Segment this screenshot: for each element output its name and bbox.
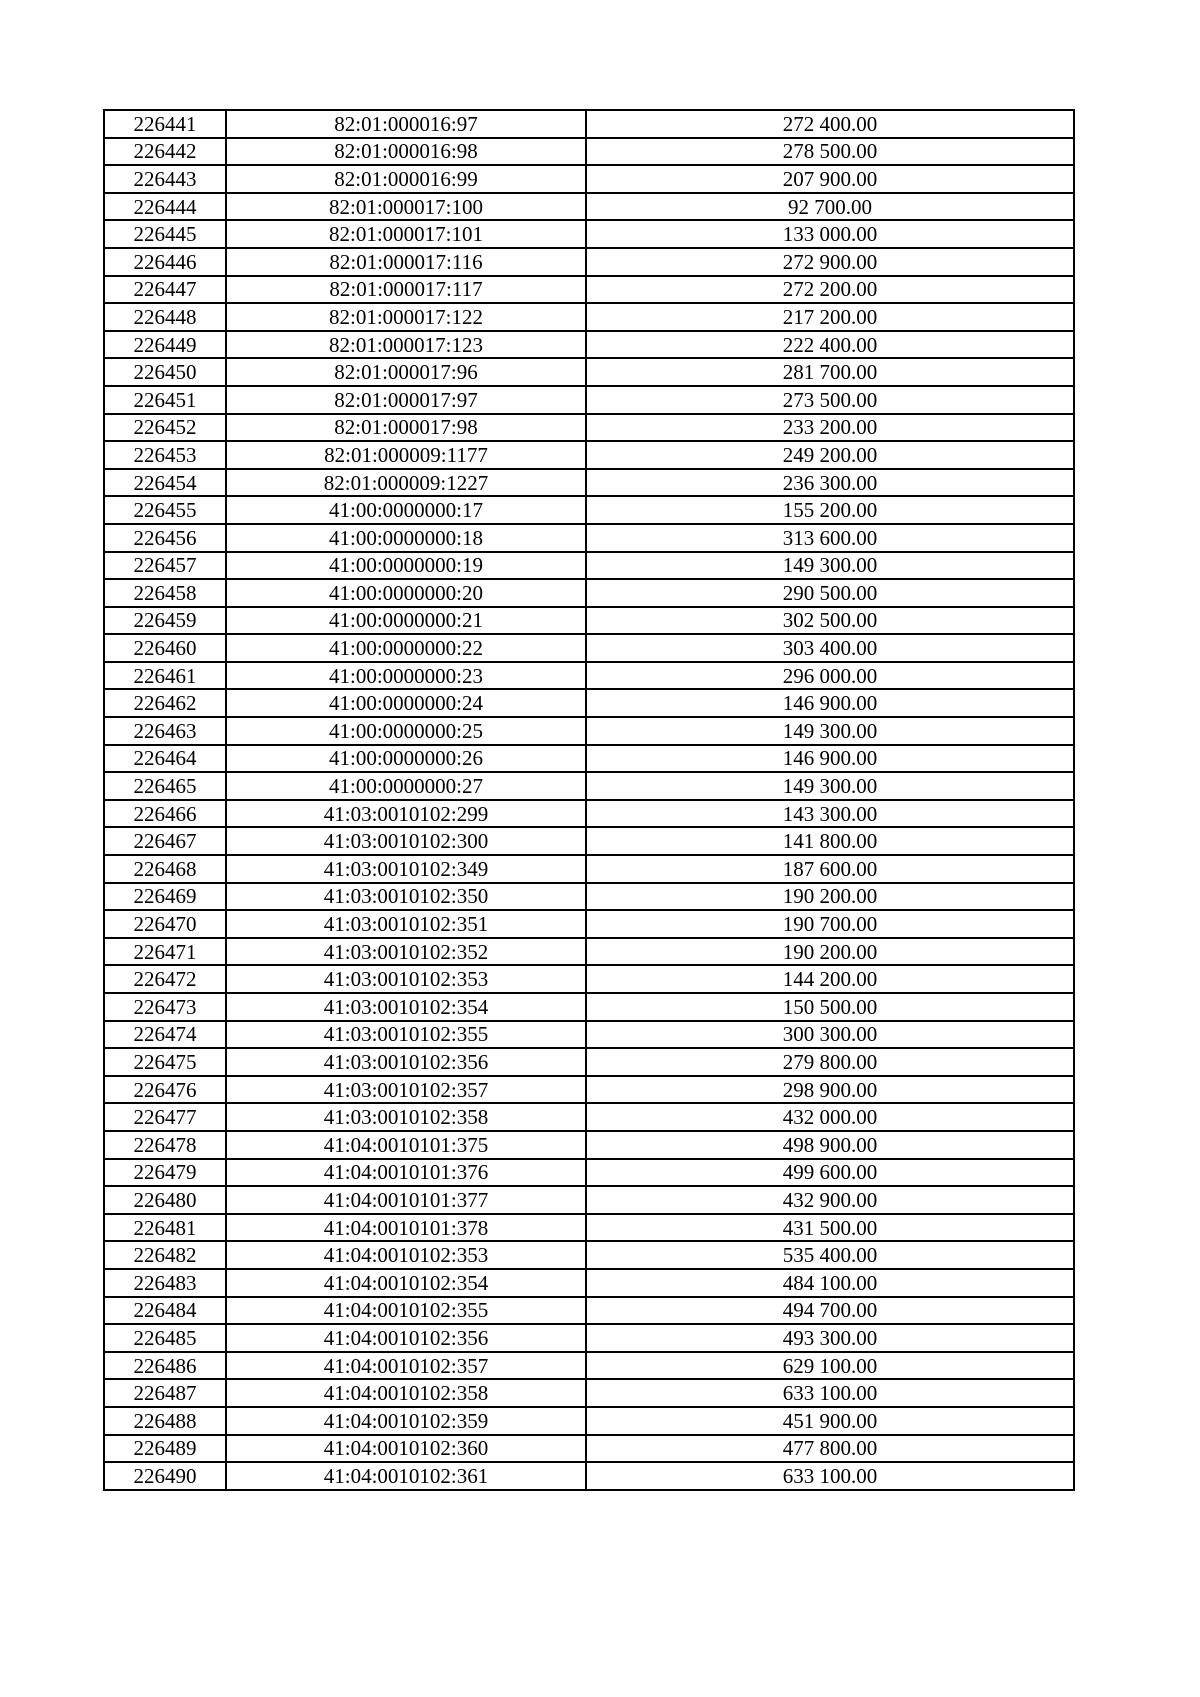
table-row [104,441,1074,469]
cadastral-value-cell: 451 900.00 [586,1407,1074,1435]
cadastral-value-cell: 290 500.00 [586,579,1074,607]
cadastral-value-cell: 273 500.00 [586,386,1074,414]
cadastral-number-cell: 41:04:0010102:355 [226,1297,586,1325]
table-row [104,662,1074,690]
table-row [104,855,1074,883]
table-row [104,552,1074,580]
row-number-cell: 226485 [104,1324,226,1352]
cadastral-number-cell: 41:00:0000000:18 [226,524,586,552]
cadastral-number-cell: 82:01:000016:97 [226,110,586,138]
row-number-cell: 226460 [104,634,226,662]
table-row [104,1435,1074,1463]
cadastral-number-cell: 41:03:0010102:358 [226,1103,586,1131]
cadastral-number-cell: 41:00:0000000:27 [226,772,586,800]
cadastral-value-cell: 498 900.00 [586,1131,1074,1159]
cadastral-value-cell: 207 900.00 [586,165,1074,193]
cadastral-value-cell: 298 900.00 [586,1076,1074,1104]
cadastral-value-cell: 236 300.00 [586,469,1074,497]
table-row [104,910,1074,938]
table-row [104,1214,1074,1242]
table-row [104,607,1074,635]
row-number-cell: 226458 [104,579,226,607]
cadastral-number-cell: 82:01:000017:97 [226,386,586,414]
row-number-cell: 226459 [104,607,226,635]
row-number-cell: 226464 [104,745,226,773]
table-row [104,1379,1074,1407]
cadastral-value-cell: 303 400.00 [586,634,1074,662]
cadastral-value-cell: 92 700.00 [586,193,1074,221]
cadastral-number-cell: 41:04:0010102:354 [226,1269,586,1297]
row-number-cell: 226449 [104,331,226,359]
cadastral-value-cell: 143 300.00 [586,800,1074,828]
cadastral-value-cell: 272 200.00 [586,276,1074,304]
cadastral-value-cell: 187 600.00 [586,855,1074,883]
row-number-cell: 226456 [104,524,226,552]
cadastral-number-cell: 41:00:0000000:19 [226,552,586,580]
cadastral-value-cell: 149 300.00 [586,717,1074,745]
table-row [104,1103,1074,1131]
table-row [104,414,1074,442]
row-number-cell: 226457 [104,552,226,580]
table-row [104,1407,1074,1435]
cadastral-value-cell: 296 000.00 [586,662,1074,690]
cadastral-value-cell: 313 600.00 [586,524,1074,552]
cadastral-value-table [103,109,1075,1491]
table-row [104,883,1074,911]
cadastral-value-cell: 146 900.00 [586,745,1074,773]
cadastral-number-cell: 41:04:0010102:353 [226,1241,586,1269]
cadastral-value-cell: 431 500.00 [586,1214,1074,1242]
cadastral-number-cell: 41:00:0000000:17 [226,496,586,524]
table-row [104,469,1074,497]
row-number-cell: 226453 [104,441,226,469]
cadastral-value-cell: 146 900.00 [586,689,1074,717]
cadastral-number-cell: 41:04:0010102:358 [226,1379,586,1407]
table-body [104,110,1074,1490]
row-number-cell: 226467 [104,827,226,855]
row-number-cell: 226466 [104,800,226,828]
cadastral-number-cell: 41:00:0000000:26 [226,745,586,773]
row-number-cell: 226475 [104,1048,226,1076]
cadastral-value-cell: 190 200.00 [586,883,1074,911]
cadastral-value-cell: 633 100.00 [586,1379,1074,1407]
cadastral-value-cell: 155 200.00 [586,496,1074,524]
cadastral-number-cell: 41:04:0010102:361 [226,1462,586,1490]
table-row [104,965,1074,993]
table-row [104,1021,1074,1049]
cadastral-value-cell: 272 900.00 [586,248,1074,276]
cadastral-value-cell: 629 100.00 [586,1352,1074,1380]
row-number-cell: 226451 [104,386,226,414]
table-row [104,1131,1074,1159]
cadastral-value-cell: 190 200.00 [586,938,1074,966]
cadastral-number-cell: 82:01:000016:99 [226,165,586,193]
cadastral-number-cell: 82:01:000017:101 [226,220,586,248]
row-number-cell: 226478 [104,1131,226,1159]
cadastral-value-cell: 279 800.00 [586,1048,1074,1076]
row-number-cell: 226468 [104,855,226,883]
table-row [104,386,1074,414]
row-number-cell: 226471 [104,938,226,966]
cadastral-value-cell: 144 200.00 [586,965,1074,993]
row-number-cell: 226447 [104,276,226,304]
cadastral-value-cell: 432 900.00 [586,1186,1074,1214]
table-row [104,358,1074,386]
cadastral-number-cell: 82:01:000017:123 [226,331,586,359]
cadastral-number-cell: 82:01:000017:98 [226,414,586,442]
row-number-cell: 226465 [104,772,226,800]
row-number-cell: 226477 [104,1103,226,1131]
row-number-cell: 226461 [104,662,226,690]
table-row [104,220,1074,248]
row-number-cell: 226462 [104,689,226,717]
cadastral-value-cell: 499 600.00 [586,1159,1074,1187]
row-number-cell: 226454 [104,469,226,497]
table-row [104,689,1074,717]
table-row [104,138,1074,166]
cadastral-value-cell: 633 100.00 [586,1462,1074,1490]
cadastral-value-cell: 432 000.00 [586,1103,1074,1131]
cadastral-value-cell: 272 400.00 [586,110,1074,138]
cadastral-value-cell: 249 200.00 [586,441,1074,469]
cadastral-value-cell: 302 500.00 [586,607,1074,635]
cadastral-number-cell: 41:03:0010102:356 [226,1048,586,1076]
cadastral-number-cell: 41:00:0000000:22 [226,634,586,662]
row-number-cell: 226476 [104,1076,226,1104]
row-number-cell: 226452 [104,414,226,442]
cadastral-number-cell: 41:04:0010101:378 [226,1214,586,1242]
cadastral-value-cell: 535 400.00 [586,1241,1074,1269]
row-number-cell: 226450 [104,358,226,386]
row-number-cell: 226487 [104,1379,226,1407]
cadastral-value-cell: 281 700.00 [586,358,1074,386]
table-row [104,524,1074,552]
cadastral-value-cell: 300 300.00 [586,1021,1074,1049]
cadastral-value-cell: 278 500.00 [586,138,1074,166]
table-row [104,1269,1074,1297]
cadastral-number-cell: 41:03:0010102:349 [226,855,586,883]
row-number-cell: 226444 [104,193,226,221]
cadastral-number-cell: 41:04:0010101:375 [226,1131,586,1159]
cadastral-number-cell: 41:03:0010102:353 [226,965,586,993]
cadastral-number-cell: 82:01:000017:96 [226,358,586,386]
cadastral-value-cell: 150 500.00 [586,993,1074,1021]
table-row [104,496,1074,524]
cadastral-value-cell: 494 700.00 [586,1297,1074,1325]
cadastral-number-cell: 41:03:0010102:350 [226,883,586,911]
cadastral-number-cell: 82:01:000017:117 [226,276,586,304]
cadastral-number-cell: 41:04:0010101:376 [226,1159,586,1187]
row-number-cell: 226486 [104,1352,226,1380]
table-row [104,331,1074,359]
table-row [104,303,1074,331]
cadastral-number-cell: 82:01:000016:98 [226,138,586,166]
table-row [104,1241,1074,1269]
cadastral-number-cell: 82:01:000017:100 [226,193,586,221]
table-row [104,579,1074,607]
row-number-cell: 226483 [104,1269,226,1297]
table-row [104,1186,1074,1214]
cadastral-value-cell: 190 700.00 [586,910,1074,938]
row-number-cell: 226479 [104,1159,226,1187]
table-row [104,938,1074,966]
table-row [104,634,1074,662]
cadastral-number-cell: 41:04:0010101:377 [226,1186,586,1214]
cadastral-value-cell: 484 100.00 [586,1269,1074,1297]
row-number-cell: 226481 [104,1214,226,1242]
row-number-cell: 226442 [104,138,226,166]
table-row [104,827,1074,855]
row-number-cell: 226441 [104,110,226,138]
table-row [104,1159,1074,1187]
table-row [104,248,1074,276]
row-number-cell: 226443 [104,165,226,193]
table-row [104,800,1074,828]
row-number-cell: 226445 [104,220,226,248]
table-row [104,1352,1074,1380]
row-number-cell: 226448 [104,303,226,331]
cadastral-number-cell: 41:03:0010102:300 [226,827,586,855]
cadastral-number-cell: 41:00:0000000:25 [226,717,586,745]
cadastral-number-cell: 41:04:0010102:357 [226,1352,586,1380]
row-number-cell: 226463 [104,717,226,745]
row-number-cell: 226480 [104,1186,226,1214]
cadastral-number-cell: 41:00:0000000:23 [226,662,586,690]
cadastral-number-cell: 82:01:000009:1177 [226,441,586,469]
row-number-cell: 226473 [104,993,226,1021]
table-row [104,772,1074,800]
cadastral-value-cell: 222 400.00 [586,331,1074,359]
cadastral-number-cell: 41:03:0010102:357 [226,1076,586,1104]
cadastral-number-cell: 41:04:0010102:356 [226,1324,586,1352]
row-number-cell: 226446 [104,248,226,276]
cadastral-number-cell: 41:03:0010102:354 [226,993,586,1021]
row-number-cell: 226455 [104,496,226,524]
cadastral-number-cell: 41:03:0010102:299 [226,800,586,828]
table-row [104,993,1074,1021]
table-row [104,1297,1074,1325]
cadastral-number-cell: 41:00:0000000:24 [226,689,586,717]
table-row [104,745,1074,773]
row-number-cell: 226470 [104,910,226,938]
row-number-cell: 226490 [104,1462,226,1490]
table-row [104,717,1074,745]
table-row [104,1324,1074,1352]
cadastral-number-cell: 41:04:0010102:360 [226,1435,586,1463]
cadastral-value-cell: 493 300.00 [586,1324,1074,1352]
cadastral-number-cell: 41:04:0010102:359 [226,1407,586,1435]
cadastral-value-cell: 141 800.00 [586,827,1074,855]
table-row [104,1462,1074,1490]
cadastral-value-cell: 149 300.00 [586,772,1074,800]
cadastral-number-cell: 82:01:000009:1227 [226,469,586,497]
row-number-cell: 226469 [104,883,226,911]
table-row [104,110,1074,138]
cadastral-value-cell: 217 200.00 [586,303,1074,331]
row-number-cell: 226488 [104,1407,226,1435]
cadastral-number-cell: 41:00:0000000:20 [226,579,586,607]
cadastral-number-cell: 82:01:000017:122 [226,303,586,331]
cadastral-number-cell: 82:01:000017:116 [226,248,586,276]
table-row [104,165,1074,193]
row-number-cell: 226489 [104,1435,226,1463]
cadastral-value-cell: 133 000.00 [586,220,1074,248]
cadastral-number-cell: 41:03:0010102:351 [226,910,586,938]
table-row [104,276,1074,304]
cadastral-value-cell: 477 800.00 [586,1435,1074,1463]
table-row [104,193,1074,221]
cadastral-value-cell: 149 300.00 [586,552,1074,580]
cadastral-value-cell: 233 200.00 [586,414,1074,442]
row-number-cell: 226474 [104,1021,226,1049]
cadastral-number-cell: 41:00:0000000:21 [226,607,586,635]
row-number-cell: 226472 [104,965,226,993]
table-row [104,1076,1074,1104]
cadastral-number-cell: 41:03:0010102:352 [226,938,586,966]
row-number-cell: 226484 [104,1297,226,1325]
cadastral-number-cell: 41:03:0010102:355 [226,1021,586,1049]
row-number-cell: 226482 [104,1241,226,1269]
table-row [104,1048,1074,1076]
